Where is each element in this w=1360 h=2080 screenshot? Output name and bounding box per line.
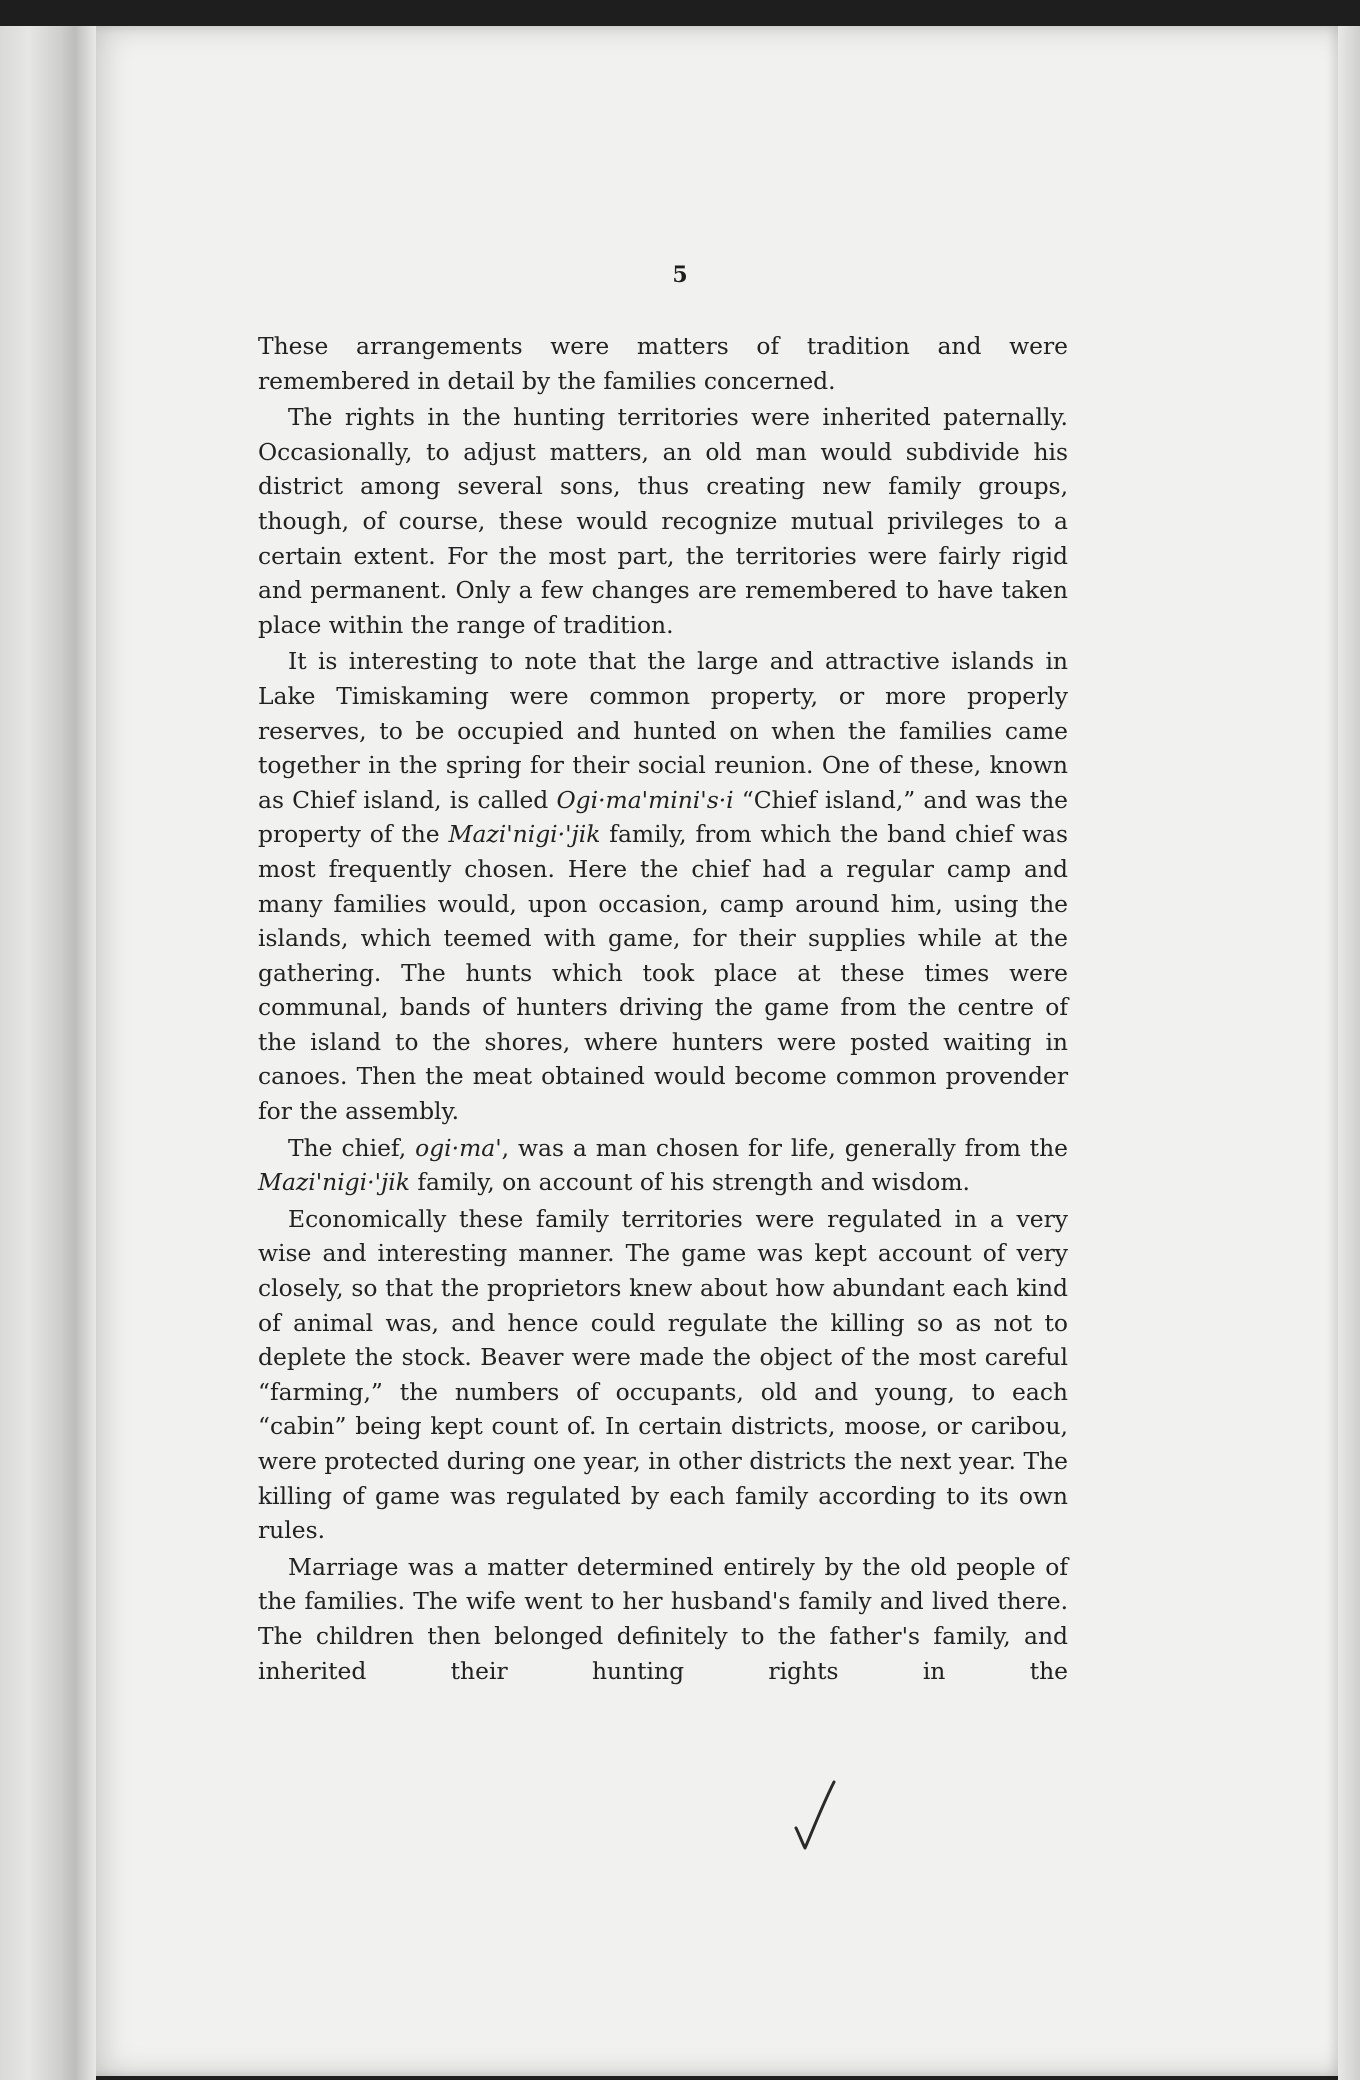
paragraph-6-text: Marriage was a matter determined entirely by the old people of the families. The wife went to her husband's family and lived there. The children then belonged definitely to the father's family, and inherited their hunting rights in the [258,1552,1068,1685]
page-number: 5 [672,262,688,288]
paragraph-2 [258,400,1068,642]
family-name-ojibwe: Mazi'nigi·'jik [448,820,601,849]
paragraph-2-text: The rights in the hunting territories were inherited paternally. Occasionally, to adjust matters, an old man would subdivide his district among several sons, thus creating new family groups, though, of course, these would recognize mutual privileges to a certain extent. For the most part, the territories were fairly rigid and permanent. Only a few changes are remembered to have taken place within the range of tradition. [258,403,1068,639]
paragraph-5 [258,1202,1068,1548]
paragraph-3-text-c: family, from which the band chief was most frequently chosen. Here the chief had a regular camp and many families would, upon occasion, camp around him, using the islands, which teemed with game, for their supplies while at the gathering. The hunts which took place at these times were communal, bands of hunters driving the game from the centre of the island to the shores, where hunters were posted waiting in canoes. Then the meat obtained would become common provender for the assembly. [258,820,1069,1126]
paragraph-6 [258,1550,1068,1688]
paragraph-1-text: These arrangements were matters of tradition and were remembered in detail by the families concerned. [258,332,1068,395]
paragraph-4-text-c: family, on account of his strength and wisdom. [409,1168,970,1197]
page-edge [1338,26,1360,2080]
paragraph-1 [258,329,1068,398]
paragraph-5-text: Economically these family territories were regulated in a very wise and interesting manner. The game was kept account of very closely, so that the proprietors knew about how abundant each kind of animal was, and hence could regulate the killing so as not to deplete the stock. Beaver were made the object of the most careful “farming,” the numbers of occupants, old and young, to each “cabin” being kept count of. In certain districts, moose, or caribou, were protected during one year, in other districts the next year. The killing of game was regulated by each family according to its own rules. [258,1204,1068,1545]
family-name-ojibwe-2: Mazi'nigi·'jik [258,1168,410,1197]
island-name-ojibwe: Ogi·ma'mini's·i [556,785,734,814]
paragraph-4-text-a: The chief, [288,1133,416,1162]
book-gutter [0,26,96,2080]
paragraph-3 [258,644,1068,1128]
paragraph-4 [258,1131,1068,1200]
paragraph-3-text-a: It is interesting to note that the large and attractive islands in Lake Timiskaming were common property, or more properly reserves, to be occupied and hunted on when the families came together in the spring for their social reunion. One of these, known as Chief island, is called [258,647,1068,814]
paragraph-3-text-b: “Chief island,” and was the property of the [258,785,1068,849]
handwritten-checkmark-icon [790,1776,840,1856]
paragraph-4-text-b: , was a man chosen for life, generally from the [501,1133,1068,1162]
body-text [258,329,1068,1688]
chief-term-ojibwe: ogi·ma' [415,1133,502,1162]
